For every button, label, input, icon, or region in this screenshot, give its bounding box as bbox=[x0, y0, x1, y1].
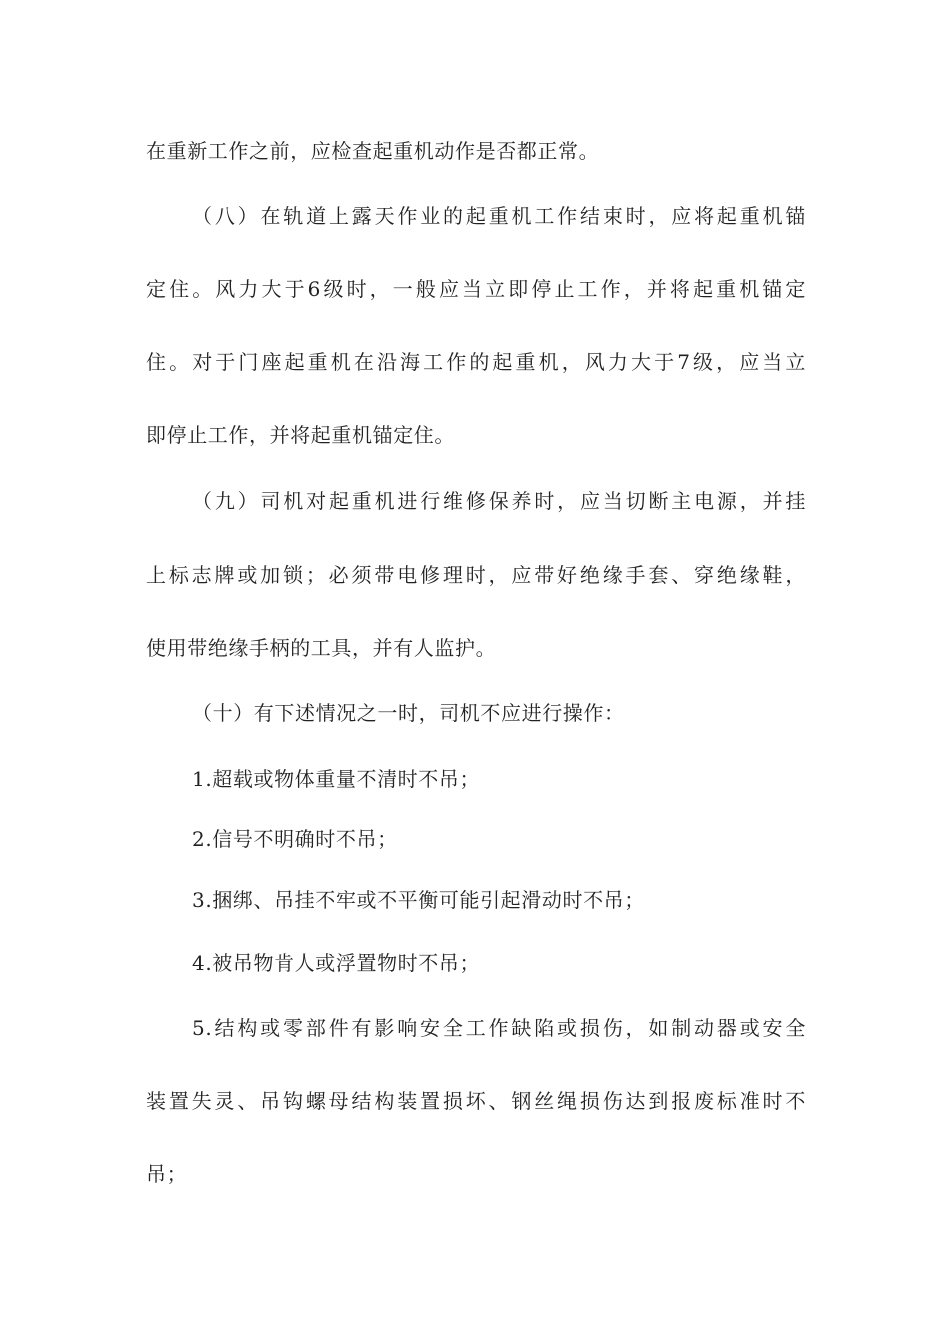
paragraph-nine-line-3: 使用带绝缘手柄的工具，并有人监护。 bbox=[146, 636, 497, 660]
paragraph-eight-line-2: 定住。风力大于6级时，一般应当立即停止工作，并将起重机锚定 bbox=[146, 277, 806, 301]
paragraph-eight-line-3: 住。对于门座起重机在沿海工作的起重机，风力大于7级，应当立 bbox=[146, 350, 806, 374]
list-item-5-line-2: 装置失灵、吊钩螺母结构装置损坏、钢丝绳损伤达到报废标准时不 bbox=[146, 1089, 806, 1113]
paragraph-ten-heading: （十）有下述情况之一时，司机不应进行操作： bbox=[192, 701, 625, 725]
paragraph-nine-line-2: 上标志牌或加锁；必须带电修理时，应带好绝缘手套、穿绝缘鞋， bbox=[146, 563, 806, 587]
list-item-3: 3.捆绑、吊挂不牢或不平衡可能引起滑动时不吊； bbox=[192, 888, 645, 912]
list-item-5-line-3: 吊； bbox=[146, 1162, 188, 1186]
text-line: 在重新工作之前，应检查起重机动作是否都正常。 bbox=[146, 139, 600, 163]
list-item-4: 4.被吊物肯人或浮置物时不吊； bbox=[192, 951, 481, 975]
paragraph-nine-line-1: （九）司机对起重机进行维修保养时，应当切断主电源，并挂 bbox=[192, 489, 806, 513]
list-item-2: 2.信号不明确时不吊； bbox=[192, 827, 398, 851]
list-item-5-line-1: 5.结构或零部件有影响安全工作缺陷或损伤，如制动器或安全 bbox=[192, 1016, 806, 1040]
paragraph-eight-line-4: 即停止工作，并将起重机锚定住。 bbox=[146, 423, 455, 447]
paragraph-eight-line-1: （八）在轨道上露天作业的起重机工作结束时，应将起重机锚 bbox=[192, 204, 806, 228]
list-item-1: 1.超载或物体重量不清时不吊； bbox=[192, 767, 481, 791]
